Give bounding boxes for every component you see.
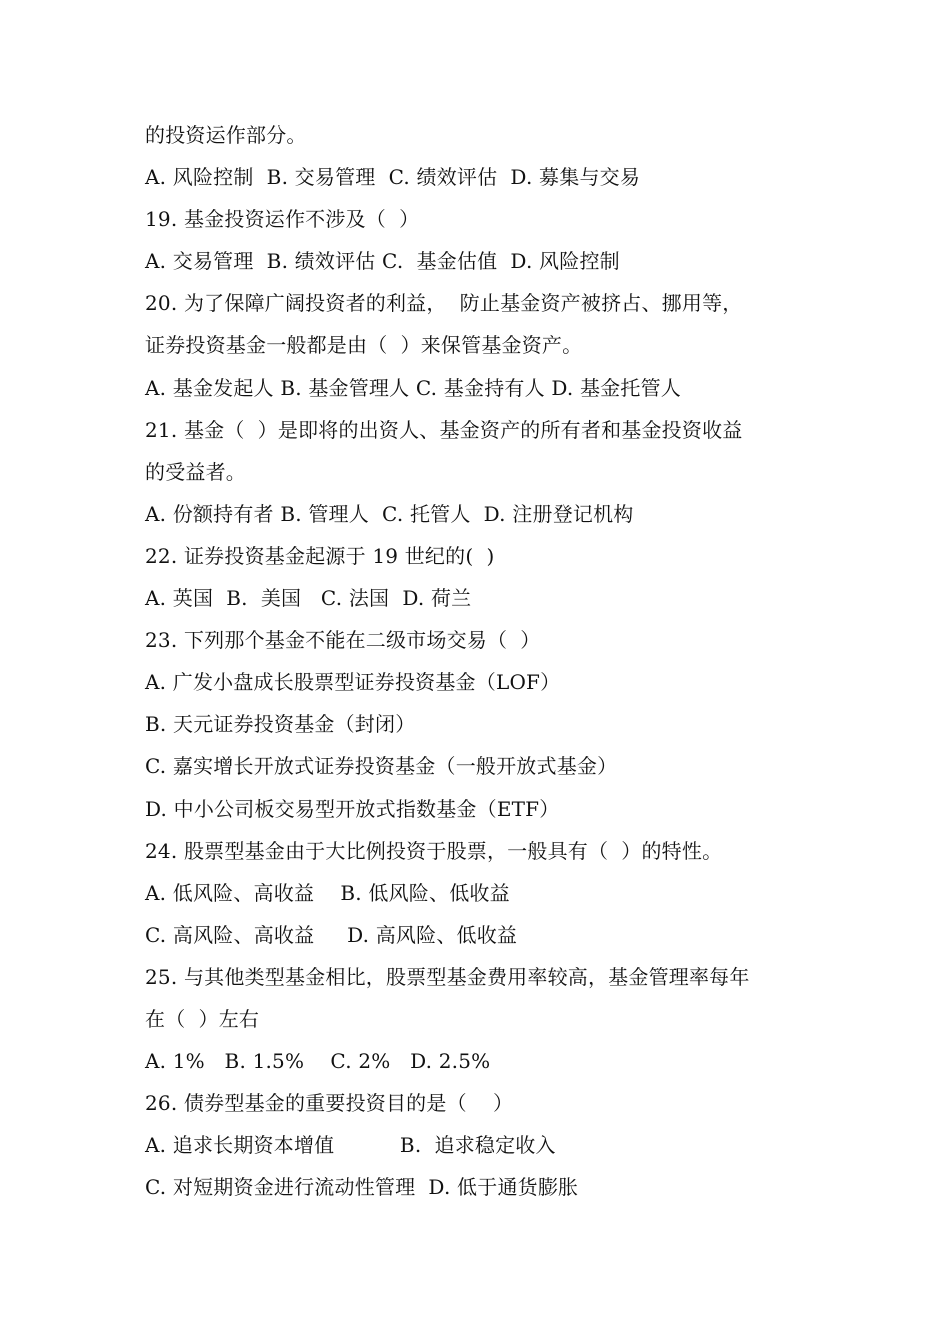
answer-option-d: D. 中小公司板交易型开放式指数基金（ETF） <box>145 796 560 821</box>
answer-option-b: B. 天元证券投资基金（封闭） <box>145 712 416 737</box>
question-20: 20. 为了保障广阔投资者的利益， 防止基金资产被挤占、挪用等， <box>145 291 743 316</box>
question-21-continued: 的受益者。 <box>145 459 246 484</box>
answer-options: C. 对短期资金进行流动性管理 D. 低于通货膨胀 <box>145 1175 579 1200</box>
answer-options: C. 高风险、高收益 D. 高风险、低收益 <box>145 922 518 947</box>
question-19: 19. 基金投资运作不涉及（ ） <box>145 207 420 232</box>
answer-options: A. 份额持有者 B. 管理人 C. 托管人 D. 注册登记机构 <box>145 501 634 526</box>
question-21: 21. 基金（ ）是即将的出资人、基金资产的所有者和基金投资收益 <box>145 417 743 442</box>
answer-options: A. 追求长期资本增值 B. 追求稳定收入 <box>145 1133 556 1158</box>
answer-options: A. 基金发起人 B. 基金管理人 C. 基金持有人 D. 基金托管人 <box>145 375 681 400</box>
question-26: 26. 债券型基金的重要投资目的是（ ） <box>145 1091 514 1116</box>
answer-options: A. 风险控制 B. 交易管理 C. 绩效评估 D. 募集与交易 <box>145 165 641 190</box>
question-23: 23. 下列那个基金不能在二级市场交易（ ） <box>145 628 541 653</box>
question-22: 22. 证券投资基金起源于 19 世纪的( ) <box>145 543 495 568</box>
question-20-continued: 证券投资基金一般都是由（ ）来保管基金资产。 <box>145 333 583 358</box>
answer-option-a: A. 广发小盘成长股票型证券投资基金（LOF） <box>145 670 561 695</box>
document-body <box>145 114 825 1208</box>
answer-options: A. 英国 B. 美国 C. 法国 D. 荷兰 <box>145 586 472 611</box>
answer-options: A. 1% B. 1.5% C. 2% D. 2.5% <box>145 1049 491 1074</box>
answer-options: A. 交易管理 B. 绩效评估 C. 基金估值 D. 风险控制 <box>145 249 620 274</box>
question-25: 25. 与其他类型基金相比，股票型基金费用率较高，基金管理率每年 <box>145 964 750 989</box>
question-25-continued: 在（ ）左右 <box>145 1006 260 1031</box>
text-line: 的投资运作部分。 <box>145 123 307 147</box>
question-24: 24. 股票型基金由于大比例投资于股票，一般具有（ ）的特性。 <box>145 838 723 863</box>
answer-options: A. 低风险、高收益 B. 低风险、低收益 <box>145 880 510 905</box>
answer-option-c: C. 嘉实增长开放式证券投资基金（一般开放式基金） <box>145 754 618 779</box>
